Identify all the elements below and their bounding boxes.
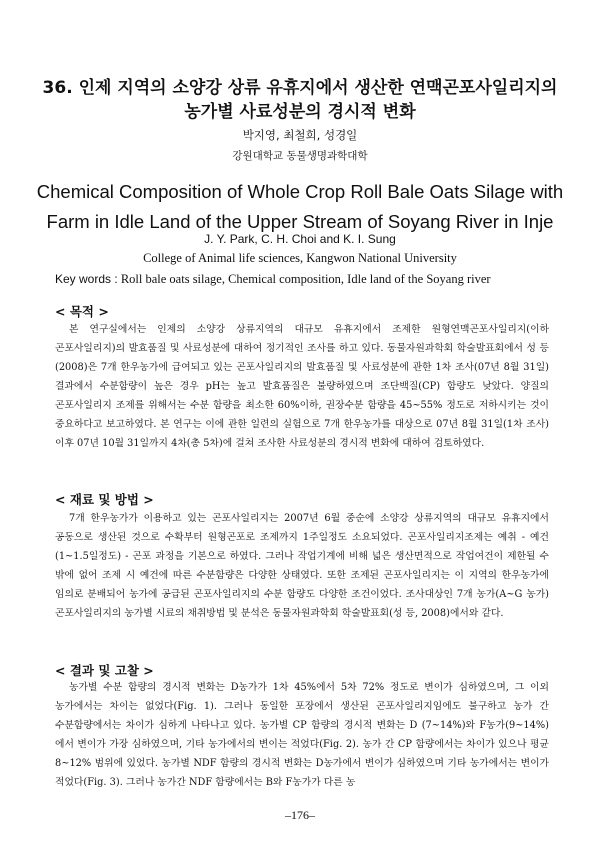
english-title <box>20 177 580 237</box>
page-number: –176– <box>285 808 315 822</box>
section-body-results: 농가별 수분 함량의 경시적 변화는 D농가가 1차 45%에서 5차 72% 정도로 변이가 심하였으며, 그 이외 농가에서는 차이는 없었다(Fig. 1). 그러나 동일한 포장에서 생산된 곤포사일리지임에도 불구하고 농가 간 수분함량에서는 차이가 심하게 나타나고 있다. 농가별 CP 함량의 경시적 변화는 D (7~14%)와 F농가(9~14%)에서 변이가 가장 심하였으며, 기타 농가에서의 변이는 적었다(Fig. 2). 농가 간 CP 함량에서는 차이가 있으나 평균 8~12% 범위에 있었다. 농가별 NDF 함량의 경시적 변화는 D농가에서 변이가 심하였으며 기타 농가에서는 변이가 적었다(Fig. 3). 그러나 농가간 NDF 함량에서는 B와 F농가가 다른 농 <box>55 682 549 788</box>
keywords <box>55 272 555 287</box>
section-body-methods: 7개 한우농가가 이용하고 있는 곤포사일리지는 2007년 6월 중순에 소양강 상류지역의 대규모 유휴지에서 공동으로 생산된 것으로 수확부터 원형곤포로 조제까지 1주일정도 소요되었다. 곤포사일리지조제는 예취 - 예건(1~1.5일정도) - 곤포 과정을 기본으로 하였다. 그러나 작업기계에 비해 넓은 생산면적으로 작업여건이 제한될 수 밖에 없어 조제 시 예건에 따른 수분함량은 다양한 상태였다. 또한 조제된 곤포사일리지는 이 지역의 한우농가에 임의로 분배되어 농가에 공급된 곤포사일리지의 수분 함량도 다양한 조건이었다. 조사대상인 7개 농가(A~G 농가) 곤포사일리지의 농가별 시료의 채취방법 및 분석은 동물자원과학회 학술발표회(성 등, 2008)에서와 같다. <box>55 513 549 619</box>
korean-title <box>30 76 570 124</box>
english-title-line1: Chemical Composition of Whole Crop Roll Bale Oats Silage with <box>36 181 564 202</box>
keywords-text: Roll bale oats silage, Chemical composition, Idle land of the Soyang river <box>120 272 491 286</box>
section-heading-methods: < 재료 및 방법 > <box>55 492 154 507</box>
korean-authors: 박지영, 최철희, 성경일 <box>242 128 358 142</box>
section-heading-purpose: < 목적 > <box>55 304 109 319</box>
section-heading-results: < 결과 및 고찰 > <box>55 663 154 678</box>
section-body-purpose: 본 연구실에서는 인제의 소양강 상류지역의 대규모 유휴지에서 조제한 원형연맥곤포사일리지(이하 곤포사일리지)의 발효품질 및 사료성분에 대하여 정기적인 조사를 하고 있다. 동물자원과학회 학술발표회에서 성 등(2008)은 7개 한우농가에 급여되고 있는 곤포사일리지의 발효품질 및 사료성분에 관한 1차 조사(07년 8월 31일) 결과에서 수분함량이 높은 경우 pH는 높고 발효품질은 불량하였으며 조단백질(CP) 함량도 낮았다. 양질의 곤포사일리지 조제를 위해서는 수분 함량을 최소한 60%이하, 권장수분 함량을 45~55% 정도로 저하시키는 것이 중요하다고 보고하였다. 본 연구는 이에 관한 일련의 실험으로 7개 한우농가를 대상으로 07년 8월 31일(1차 조사) 이후 07년 10월 31일까지 4차(총 5차)에 걸쳐 조사한 사료성분의 경시적 변화에 대하여 검토하였다. <box>55 324 549 449</box>
korean-title-line1: 36. 인제 지역의 소양강 상류 유휴지에서 생산한 연맥곤포사일리지의 <box>42 78 558 98</box>
korean-affiliation: 강원대학교 동물생명과학대학 <box>232 150 368 162</box>
keywords-label: Key words : <box>55 272 118 286</box>
english-title-line2: Farm in Idle Land of the Upper Stream of Soyang River in Inje <box>46 211 554 232</box>
english-authors: J. Y. Park, C. H. Choi and K. I. Sung <box>204 232 396 246</box>
korean-title-line2: 농가별 사료성분의 경시적 변화 <box>184 102 416 122</box>
english-affiliation: College of Animal life sciences, Kangwon National University <box>143 251 457 265</box>
